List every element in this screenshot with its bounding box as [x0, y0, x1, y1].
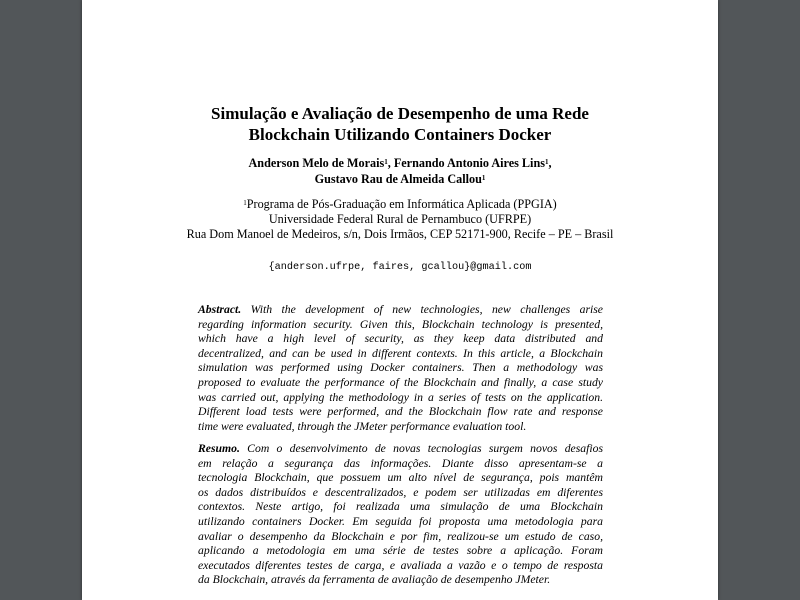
resumo-line: em relação a segurança das informações. Diante disso apresentam-se a [198, 456, 603, 470]
affiliation-block [82, 197, 718, 242]
abstract-line: Abstract. With the development of new technologies, new challenges arise [198, 303, 603, 316]
title-line-2: Blockchain Utilizando Containers Docker [248, 125, 552, 144]
affiliation-university: Universidade Federal Rural de Pernambuco (UFRPE) [268, 212, 532, 226]
abstract-paragraph [198, 303, 603, 434]
author-name: Gustavo Rau de Almeida Callou [314, 172, 482, 186]
resumo-line: avaliar o desempenho da Blockchain e por fim, realizou-se um estudo de caso, [198, 529, 603, 543]
paper-title [82, 103, 718, 145]
abstract-line: Different load tests were performed, and the Blockchain flow rate and response [198, 405, 603, 419]
resumo-paragraph [198, 442, 603, 588]
resumo-label: Resumo. [198, 442, 240, 455]
affiliation-program: Programa de Pós-Graduação em Informática Aplicada (PPGIA) [246, 197, 557, 211]
document-page [82, 0, 718, 600]
contact-email: {anderson.ufrpe, faires, gcallou}@gmail.com [268, 262, 532, 273]
resumo-line: executados diferentes testes de carga, e avaliada a vazão e o tempo de resposta [198, 558, 603, 572]
abstract-line: regarding information security. Given this, Blockchain technology is presented, [198, 317, 603, 331]
author-name: Anderson Melo de Morais [248, 156, 385, 170]
author-affiliation-mark: 1 [481, 174, 486, 182]
affiliation-address: Rua Dom Manoel de Medeiros, s/n, Dois Irmãos, CEP 52171-900, Recife – PE – Brasil [186, 227, 614, 241]
author-affiliation-mark: 1 [544, 158, 549, 166]
author-name: , Fernando Antonio Aires Lins [387, 156, 545, 170]
author-list [82, 155, 718, 187]
abstract-line: which have a high level of security, as they keep data distributed and [198, 332, 603, 346]
resumo-line: os dados distribuídos e descentralizados, e podem ser utilizadas em diferentes [198, 485, 603, 499]
resumo-line: Resumo. Com o desenvolvimento de novas tecnologias surgem novos desafios [198, 442, 603, 455]
author-separator: , [548, 156, 552, 170]
abstract-line: simulation was performed using Docker containers. Then a methodology was [198, 361, 603, 375]
abstract-line: proposed to evaluate the performance of the Blockchain and finally, a case study [198, 375, 603, 389]
resumo-line: utilizando containers Docker. Em seguida foi proposta uma metodologia para [198, 514, 603, 528]
resumo-line: contextos. Neste artigo, foi realizada uma simulação de uma Blockchain [198, 500, 603, 514]
author-affiliation-mark: 1 [384, 158, 388, 166]
abstract-line: decentralized, and can be used in different contexts. In this article, a Blockchain [198, 346, 603, 360]
affiliation-mark: 1 [243, 199, 247, 207]
abstract-label: Abstract. [198, 303, 242, 316]
resumo-line: aplicando a metodologia em uma série de testes sobre a aplicação. Foram [198, 544, 603, 558]
abstract-line: was carried out, applying the methodology in a series of tests on the application. [198, 390, 603, 404]
resumo-line: tecnologia Blockchain, que possuem um alto nível de segurança, pois mantêm [198, 471, 603, 485]
abstract-line: time were evaluated, through the JMeter performance evaluation tool. [198, 419, 527, 433]
title-line-1: Simulação e Avaliação de Desempenho de uma Rede [211, 104, 589, 123]
resumo-line: da Blockchain, através da ferramenta de avaliação de desempenho JMeter. [198, 573, 551, 587]
